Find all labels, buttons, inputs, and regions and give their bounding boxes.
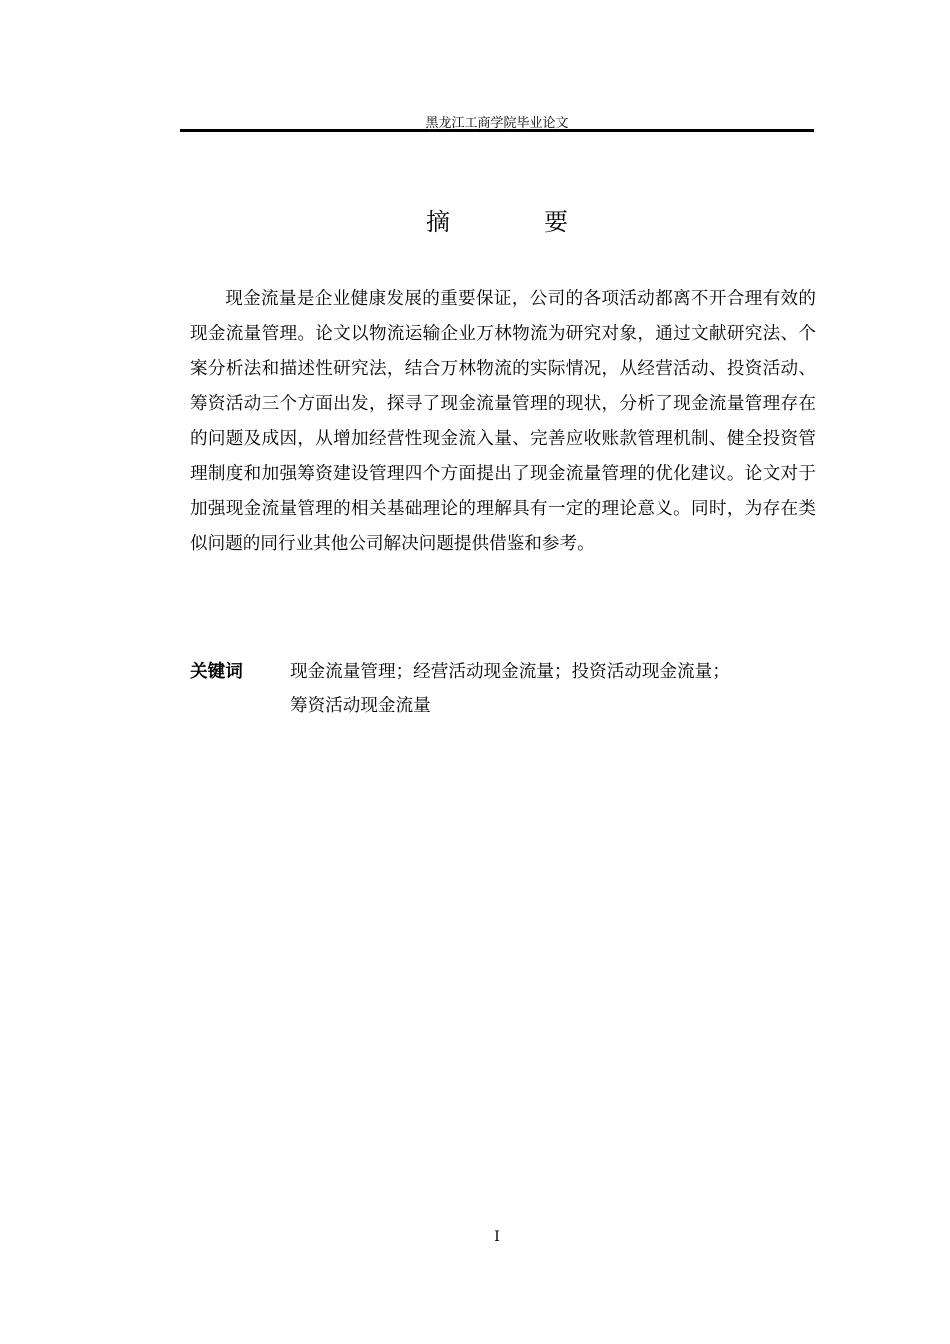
- abstract-title-char-1: 摘: [426, 208, 450, 236]
- header-divider: [180, 129, 814, 132]
- keywords-label: 关键词: [190, 662, 243, 682]
- keywords-line-1: 现金流量管理；经营活动现金流量；投资活动现金流量；: [290, 662, 730, 682]
- running-header: 黑龙江工商学院毕业论文: [425, 116, 569, 131]
- page-number: I: [494, 1229, 500, 1245]
- abstract-body: [190, 282, 816, 562]
- abstract-title: [180, 204, 814, 240]
- title-spacer: [450, 204, 544, 240]
- abstract-paragraph: 现金流量是企业健康发展的重要保证，公司的各项活动都离不开合理有效的现金流量管理。论文以物流运输企业万林物流为研究对象，通过文献研究法、个案分析法和描述性研究法，结合万林物流的实际情况，从经营活动、投资活动、筹资活动三个方面出发，探寻了现金流量管理的现状，分析了现金流量管理存在的问题及成因，从增加经营性现金流入量、完善应收账款管理机制、健全投资管理制度和加强筹资建设管理四个方面提出了现金流量管理的优化建议。论文对于加强现金流量管理的相关基础理论的理解具有一定的理论意义。同时，为存在类似问题的同行业其他公司解决问题提供借鉴和参考。: [190, 289, 816, 554]
- keywords-line-2: 筹资活动现金流量: [290, 696, 431, 716]
- abstract-title-char-2: 要: [544, 208, 568, 236]
